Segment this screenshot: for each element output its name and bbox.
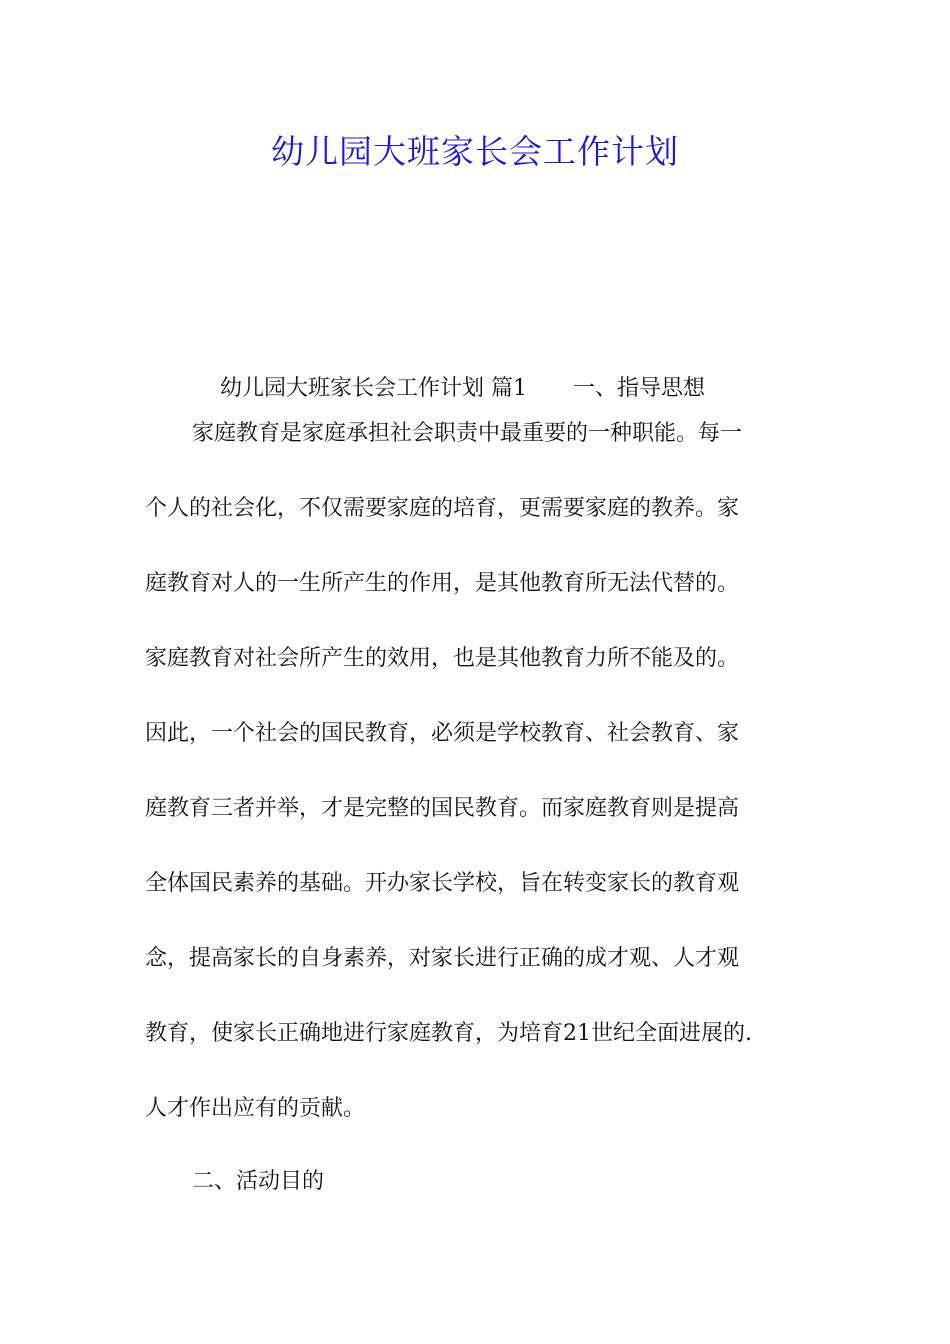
paragraph-line-1: 家庭教育是家庭承担社会职责中最重要的一种职能。每一 — [192, 421, 743, 446]
document-title: 幼儿园大班家长会工作计划 — [271, 132, 679, 171]
paragraph-line-3: 庭教育对人的一生所产生的作用，是其他教育所无法代替的。 — [145, 571, 740, 596]
paragraph-line-8: 念，提高家长的自身素养，对家长进行正确的成才观、人才观 — [145, 946, 740, 971]
paragraph-line-2: 个人的社会化，不仅需要家庭的培育，更需要家庭的教养。家 — [145, 496, 740, 521]
plan-subtitle: 幼儿园大班家长会工作计划 篇1 — [219, 376, 527, 401]
paragraph-line-4: 家庭教育对社会所产生的效用，也是其他教育力所不能及的。 — [145, 646, 740, 671]
paragraph-line-9: 教育，使家长正确地进行家庭教育，为培育21世纪全面进展的. — [145, 1021, 752, 1046]
paragraph-line-6: 庭教育三者并举，才是完整的国民教育。而家庭教育则是提高 — [145, 796, 740, 821]
section2-heading: 二、活动目的 — [192, 1169, 325, 1194]
paragraph-line-5: 因此，一个社会的国民教育，必须是学校教育、社会教育、家 — [145, 721, 740, 746]
paragraph-line-7: 全体国民素养的基础。开办家长学校，旨在转变家长的教育观 — [145, 871, 740, 896]
paragraph-line-10: 人才作出应有的贡献。 — [145, 1096, 366, 1121]
section1-heading: 一、指导思想 — [572, 376, 705, 401]
